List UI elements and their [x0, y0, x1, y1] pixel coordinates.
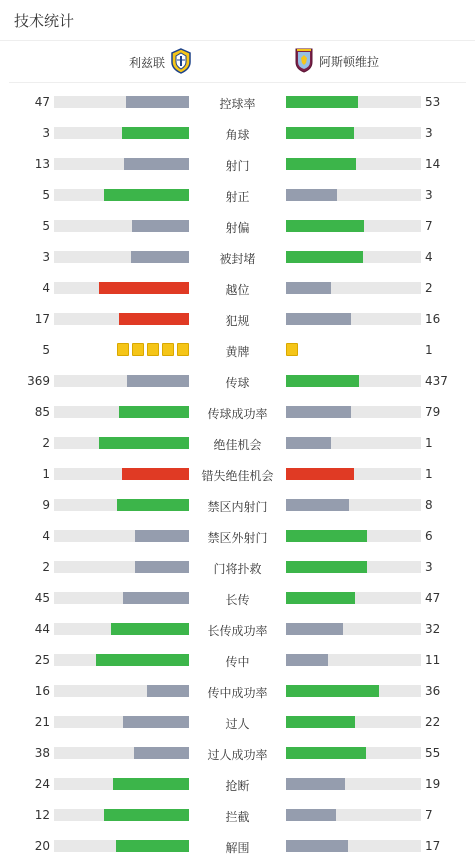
page-title: 技术统计 — [14, 11, 75, 30]
stat-label: 长传成功率 — [207, 624, 268, 638]
away-stat-value: 2 — [425, 281, 433, 295]
home-stat-bar — [135, 530, 189, 542]
home-stat-value: 1 — [42, 467, 50, 481]
home-stat-bar-track — [54, 561, 189, 573]
away-stat-bar — [286, 716, 355, 728]
stat-label: 越位 — [225, 283, 250, 297]
away-stat-bar — [286, 189, 337, 201]
home-stat-value: 5 — [42, 219, 50, 233]
home-stat-bar-track — [54, 468, 189, 480]
stat-row — [0, 396, 475, 427]
stat-row — [0, 334, 475, 365]
stat-row — [0, 210, 475, 241]
away-stat-bar-track — [286, 468, 421, 480]
home-stat-bar-track — [54, 840, 189, 852]
yellow-card-icon — [162, 343, 174, 356]
away-stat-bar — [286, 406, 351, 418]
away-stat-bar — [286, 282, 331, 294]
away-stat-bar-track — [286, 716, 421, 728]
away-stat-bar-track — [286, 375, 421, 387]
away-stat-value: 55 — [425, 746, 441, 760]
stat-label: 错失绝佳机会 — [201, 469, 274, 483]
home-stat-bar-track — [54, 437, 189, 449]
away-stat-bar — [286, 96, 358, 108]
home-stat-bar — [117, 499, 189, 511]
yellow-card-icon — [117, 343, 129, 356]
aston-villa-crest-icon — [294, 47, 314, 76]
leeds-crest-icon — [170, 48, 192, 77]
home-stat-bar — [123, 716, 189, 728]
home-stat-bar-track — [54, 499, 189, 511]
yellow-card-icon — [177, 343, 189, 356]
stat-label: 控球率 — [219, 97, 256, 111]
away-stat-bar-track — [286, 406, 421, 418]
home-stat-bar — [119, 406, 189, 418]
home-stat-bar — [123, 592, 189, 604]
home-stat-bar — [122, 468, 190, 480]
stat-label: 拦截 — [225, 810, 250, 824]
stat-row — [0, 303, 475, 334]
away-stat-bar — [286, 127, 354, 139]
home-stat-value: 13 — [34, 157, 50, 171]
home-stat-bar-track — [54, 189, 189, 201]
away-stat-bar-track — [286, 840, 421, 852]
stat-row — [0, 179, 475, 210]
away-stat-bar-track — [286, 654, 421, 666]
home-stat-bar — [127, 375, 189, 387]
away-stat-bar — [286, 530, 367, 542]
stat-label: 禁区内射门 — [207, 500, 268, 514]
away-stat-bar-track — [286, 220, 421, 232]
stats-header — [0, 0, 475, 41]
home-stat-value: 16 — [34, 684, 50, 698]
home-stat-bar-track — [54, 375, 189, 387]
stat-row — [0, 458, 475, 489]
home-stat-bar — [99, 437, 189, 449]
home-stat-value: 20 — [34, 839, 50, 853]
home-stat-value: 2 — [42, 560, 50, 574]
away-stat-bar-track — [286, 282, 421, 294]
home-stat-value: 25 — [34, 653, 50, 667]
away-stat-value: 6 — [425, 529, 433, 543]
away-stat-bar — [286, 375, 359, 387]
away-stat-value: 32 — [425, 622, 441, 636]
yellow-card-icon — [286, 343, 298, 356]
stat-label: 门将扑救 — [213, 562, 262, 576]
away-stat-value: 11 — [425, 653, 441, 667]
away-stat-value: 22 — [425, 715, 441, 729]
stat-row — [0, 551, 475, 582]
home-stat-value: 45 — [34, 591, 50, 605]
home-stat-value: 47 — [34, 95, 50, 109]
away-stat-bar-track — [286, 592, 421, 604]
away-stat-bar-track — [286, 313, 421, 325]
away-stat-bar — [286, 437, 331, 449]
home-stat-bar — [116, 840, 189, 852]
yellow-card-icon — [132, 343, 144, 356]
home-stat-bar-track — [54, 716, 189, 728]
stat-label: 过人成功率 — [207, 748, 268, 762]
stat-label: 长传 — [225, 593, 250, 607]
home-stat-value: 24 — [34, 777, 50, 791]
away-stat-value: 1 — [425, 467, 433, 481]
teams-row — [9, 41, 466, 83]
stat-row — [0, 675, 475, 706]
away-stat-bar — [286, 809, 336, 821]
home-stat-bar-track — [54, 313, 189, 325]
home-stat-bar — [122, 127, 190, 139]
stat-label: 禁区外射门 — [207, 531, 268, 545]
home-stat-value: 4 — [42, 529, 50, 543]
stat-row — [0, 799, 475, 830]
stat-row — [0, 241, 475, 272]
away-stat-value: 47 — [425, 591, 441, 605]
away-yellow-cards — [286, 343, 298, 356]
stat-row — [0, 613, 475, 644]
stat-label: 角球 — [225, 128, 250, 142]
away-team — [294, 47, 379, 76]
home-stat-value: 21 — [34, 715, 50, 729]
away-stat-bar-track — [286, 96, 421, 108]
away-stat-bar-track — [286, 127, 421, 139]
away-stat-value: 1 — [425, 436, 433, 450]
home-stat-bar-track — [54, 530, 189, 542]
away-stat-bar-track — [286, 561, 421, 573]
stat-label: 被封堵 — [219, 252, 256, 266]
away-stat-value: 53 — [425, 95, 441, 109]
home-stat-bar — [96, 654, 189, 666]
home-stat-bar — [104, 189, 189, 201]
away-stat-bar-track — [286, 437, 421, 449]
away-stat-bar-track — [286, 530, 421, 542]
away-stat-bar — [286, 778, 345, 790]
away-stat-bar-track — [286, 251, 421, 263]
home-stat-value: 17 — [34, 312, 50, 326]
away-stat-bar — [286, 685, 379, 697]
away-stat-bar — [286, 747, 366, 759]
away-stat-value: 19 — [425, 777, 441, 791]
away-stat-value: 3 — [425, 126, 433, 140]
home-stat-bar-track — [54, 406, 189, 418]
home-stat-bar — [126, 96, 189, 108]
home-stat-bar-track — [54, 778, 189, 790]
home-stat-value: 3 — [42, 126, 50, 140]
stat-label: 射偏 — [225, 221, 250, 235]
stat-label: 传球成功率 — [207, 407, 268, 421]
away-stat-bar-track — [286, 809, 421, 821]
stat-label: 传中成功率 — [207, 686, 268, 700]
stat-label: 射正 — [225, 190, 250, 204]
home-stat-bar — [147, 685, 189, 697]
stat-label: 射门 — [225, 159, 250, 173]
stat-row — [0, 148, 475, 179]
away-stat-bar-track — [286, 685, 421, 697]
away-stat-bar — [286, 840, 348, 852]
stat-row — [0, 427, 475, 458]
home-stat-bar-track — [54, 654, 189, 666]
away-stat-bar-track — [286, 158, 421, 170]
home-stat-bar — [134, 747, 189, 759]
home-stat-bar — [113, 778, 189, 790]
stat-row — [0, 582, 475, 613]
home-stat-bar-track — [54, 220, 189, 232]
home-stat-value: 2 — [42, 436, 50, 450]
home-stat-bar-track — [54, 282, 189, 294]
away-stat-bar — [286, 251, 363, 263]
away-stat-bar — [286, 592, 355, 604]
home-stat-bar-track — [54, 623, 189, 635]
away-team-name: 阿斯顿维拉 — [319, 55, 380, 69]
stats-list — [0, 86, 475, 861]
away-stat-bar — [286, 313, 351, 325]
away-stat-bar-track — [286, 623, 421, 635]
stat-label: 传球 — [225, 376, 250, 390]
stat-label: 解围 — [225, 841, 250, 855]
home-stat-value: 5 — [42, 188, 50, 202]
away-stat-bar-track — [286, 189, 421, 201]
stat-row — [0, 830, 475, 861]
home-stat-bar-track — [54, 96, 189, 108]
stat-row — [0, 117, 475, 148]
away-stat-value: 79 — [425, 405, 441, 419]
home-team — [129, 48, 192, 77]
stat-label: 犯规 — [225, 314, 250, 328]
home-stat-bar-track — [54, 158, 189, 170]
home-stat-value: 3 — [42, 250, 50, 264]
home-stat-bar-track — [54, 685, 189, 697]
stat-label: 绝佳机会 — [213, 438, 262, 452]
away-stat-bar-track — [286, 499, 421, 511]
home-stat-value: 5 — [42, 343, 50, 357]
away-stat-value: 16 — [425, 312, 441, 326]
home-stat-value: 4 — [42, 281, 50, 295]
stat-row — [0, 86, 475, 117]
home-stat-bar-track — [54, 127, 189, 139]
away-stat-value: 7 — [425, 219, 433, 233]
home-stat-bar — [99, 282, 189, 294]
home-stat-value: 38 — [34, 746, 50, 760]
home-stat-bar-track — [54, 251, 189, 263]
home-stat-value: 44 — [34, 622, 50, 636]
away-stat-value: 1 — [425, 343, 433, 357]
stat-row — [0, 768, 475, 799]
away-stat-value: 14 — [425, 157, 441, 171]
stat-row — [0, 706, 475, 737]
home-stat-bar — [135, 561, 189, 573]
stat-row — [0, 644, 475, 675]
yellow-card-icon — [147, 343, 159, 356]
home-yellow-cards — [117, 343, 189, 356]
away-stat-bar-track — [286, 778, 421, 790]
away-stat-bar — [286, 468, 354, 480]
home-stat-value: 12 — [34, 808, 50, 822]
away-stat-value: 437 — [425, 374, 448, 388]
home-stat-value: 369 — [27, 374, 50, 388]
away-stat-bar — [286, 561, 367, 573]
away-stat-bar — [286, 220, 364, 232]
stat-label: 过人 — [225, 717, 250, 731]
stat-label: 传中 — [225, 655, 250, 669]
home-stat-bar — [119, 313, 189, 325]
away-stat-bar — [286, 654, 328, 666]
home-stat-bar-track — [54, 747, 189, 759]
away-stat-bar-track — [286, 747, 421, 759]
away-stat-value: 3 — [425, 560, 433, 574]
stat-row — [0, 272, 475, 303]
away-stat-bar — [286, 499, 349, 511]
away-stat-value: 3 — [425, 188, 433, 202]
away-stat-bar — [286, 158, 356, 170]
away-stat-bar — [286, 623, 343, 635]
stat-row — [0, 365, 475, 396]
away-stat-value: 17 — [425, 839, 441, 853]
home-stat-bar — [131, 251, 189, 263]
away-stat-value: 8 — [425, 498, 433, 512]
home-stat-bar-track — [54, 809, 189, 821]
stat-row — [0, 520, 475, 551]
home-stat-bar — [132, 220, 189, 232]
away-stat-value: 36 — [425, 684, 441, 698]
stat-label: 抢断 — [225, 779, 250, 793]
stat-row — [0, 489, 475, 520]
home-stat-bar — [111, 623, 189, 635]
home-stat-bar — [124, 158, 189, 170]
stat-row — [0, 737, 475, 768]
stat-label: 黄牌 — [225, 345, 250, 359]
home-stat-bar-track — [54, 592, 189, 604]
away-stat-value: 7 — [425, 808, 433, 822]
home-team-name: 利兹联 — [128, 56, 165, 70]
home-stat-value: 9 — [42, 498, 50, 512]
home-stat-value: 85 — [34, 405, 50, 419]
home-stat-bar — [104, 809, 189, 821]
away-stat-value: 4 — [425, 250, 433, 264]
